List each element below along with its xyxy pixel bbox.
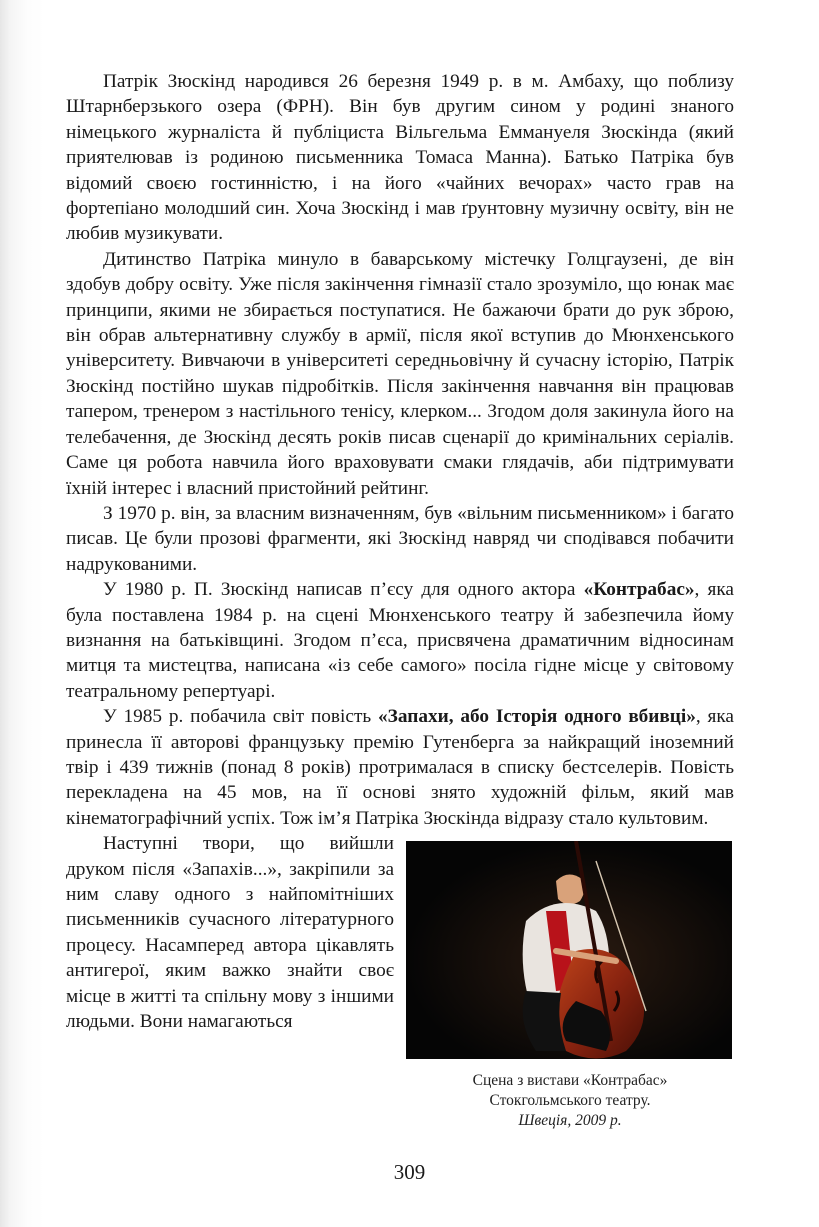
contrabass-player-image (406, 841, 732, 1059)
figure (406, 841, 734, 1131)
paragraph-1970: З 1970 р. він, за власним визначенням, був «вільним письменником» і багато писав. Це були прозові фрагменти, які Зюскінд навряд чи сподівався побачити надрукованими. (66, 502, 734, 575)
caption-line-2: Стокгольмського театру. (489, 1092, 651, 1110)
paragraph-kontrabas-start: У 1980 р. П. Зюскінд написав п’єсу для одного актора (103, 579, 584, 601)
body-text (66, 69, 734, 1131)
page-number: 309 (393, 1160, 426, 1184)
paragraph-perfume (66, 704, 734, 831)
title-kontrabas: «Контрабас» (583, 579, 695, 601)
photo-caption (406, 1071, 734, 1131)
title-perfume: «Запахи, або Історія одного вбивці» (378, 706, 696, 728)
caption-line-1: Сцена з вистави «Контрабас» (472, 1072, 668, 1090)
paragraph-childhood: Дитинство Патріка минуло в баварському містечку Голцгаузені, де він здобув добру освіту. Уже після закінчення гімназії стало зрозуміло, що юнак має принципи, якими не збирається поступатися. Не бажаючи брати до рук зброю, він обрав альтернативну службу в армії, після якої вступив до Мюнхенського університету. Вивчаючи в університеті середньовічну й сучасну історію, Патрік Зюскінд постійно шукав підробітків. Після закінчення навчання він працював тапером, тренером з настільного тенісу, клерком... Згодом доля закинула його на телебачення, де Зюскінд десять років писав сценарії до кримінальних серіалів. Саме ця робота навчила його враховувати смаки глядачів, аби підтримувати їхній інтерес і власний пристойний рейтинг. (66, 248, 734, 499)
photo-contrabass-scene (406, 841, 732, 1059)
paragraph-birth: Патрік Зюскінд народився 26 березня 1949 р. в м. Амбаху, що поблизу Штарнберзького озера (ФРН). Він був другим сином у родині знаного німецького журналіста й публіциста Вільгельма Еммануеля Зюскінда (який приятелював із родиною письменника Томаса Манна). Батько Патріка був відомий своєю гостинністю, і на його «чайних вечорах» часто грав на фортепіано молодший син. Хоча Зюскінд і мав ґрунтовну музичну освіту, він не любив музикувати. (66, 71, 734, 245)
paragraph-kontrabas-end: , яка була поставлена 1984 р. на сцені Мюнхенського театру й забезпечила йому визнання на батьківщині. Згодом п’єса, присвячена драматичним відносинам митця та мистецтва, написана «із себе самого» посіла гідне місце у світовому театральному репертуарі. (66, 579, 734, 702)
caption-place: Швеція, 2009 р. (518, 1112, 622, 1130)
paragraph-kontrabas (66, 577, 734, 704)
paragraph-perfume-text: , яка принесла її авторові французьку премію Гутенберга за найкращий іноземний твір і 439 тижнів (понад 8 років) протрималася в списку бестселерів. Повість перекладена на 45 мов, на її основі знято художній фільм, який мав кінематографічний успіх. Тож ім’я Патріка Зюскінда відразу стало культовим. (66, 706, 734, 829)
paragraph-perfume-start: У 1985 р. побачила світ повість (103, 706, 378, 728)
paragraph-next-works: Наступні твори, що вийшли друком після «Запахів...», закріпили за ним славу одного з найпомітніших письменників сучасного літературного процесу. Насамперед автора цікавлять антигерої, яким важко знайти своє місце в житті та спільну мову з іншими людьми. Вони намагаються (66, 833, 394, 1033)
